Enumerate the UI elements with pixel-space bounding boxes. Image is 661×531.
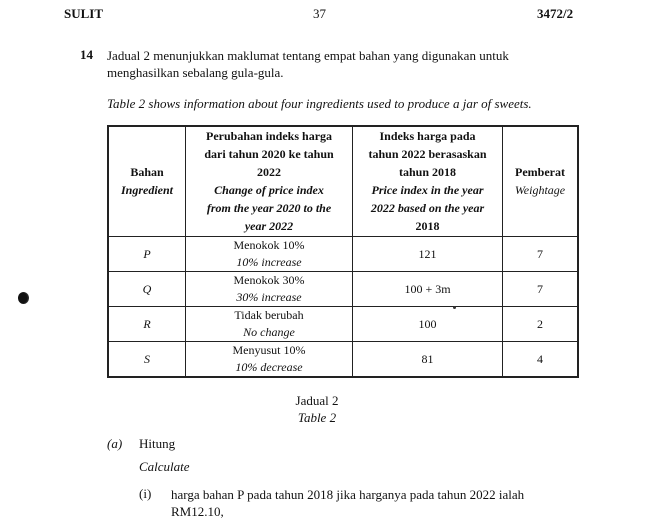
cell-ingredient: S bbox=[108, 341, 186, 377]
question-intro-english: Table 2 shows information about four ingredients used to produce a jar of sweets. bbox=[107, 96, 532, 111]
table-header-row bbox=[108, 126, 578, 236]
cell-ingredient: R bbox=[108, 306, 186, 341]
cell-change bbox=[186, 236, 353, 271]
cell-ingredient: Q bbox=[108, 271, 186, 306]
cell-change bbox=[186, 306, 353, 341]
header-index-ms-2: tahun 2022 berasaskan bbox=[368, 147, 487, 162]
header-index-en-2: 2022 based on the year bbox=[370, 201, 485, 216]
question-intro-malay bbox=[107, 47, 573, 81]
cell-change-en: 30% increase bbox=[236, 289, 302, 304]
cell-weightage: 7 bbox=[503, 271, 579, 306]
header-change-en-1: Change of price index bbox=[214, 183, 324, 198]
part-a-malay: Hitung bbox=[139, 436, 176, 451]
caption-malay: Jadual 2 bbox=[295, 393, 339, 408]
header-index-en-1: Price index in the year bbox=[371, 183, 484, 198]
stray-dot bbox=[453, 306, 456, 309]
question-intro-malay-line-1: Jadual 2 menunjukkan maklumat tentang empat bahan yang digunakan untuk bbox=[107, 48, 509, 63]
subpart-i-malay-line-2: RM12.10, bbox=[171, 504, 224, 519]
cell-change-en: 10% increase bbox=[236, 254, 302, 269]
header-index-ms-1: Indeks harga pada bbox=[379, 129, 476, 144]
header-change bbox=[186, 126, 353, 236]
table-row bbox=[108, 236, 578, 271]
header-change-ms-1: Perubahan indeks harga bbox=[205, 129, 333, 144]
cell-index: 121 bbox=[353, 236, 503, 271]
cell-ingredient: P bbox=[108, 236, 186, 271]
table-row bbox=[108, 341, 578, 377]
header-left: SULIT bbox=[64, 6, 104, 21]
question-intro-malay-line-2: menghasilkan sebalang gula-gula. bbox=[107, 65, 284, 80]
part-a-english: Calculate bbox=[139, 459, 190, 474]
punch-hole bbox=[18, 292, 29, 304]
header-index-ms-3: tahun 2018 bbox=[398, 165, 457, 180]
header-weightage-en: Weightage bbox=[514, 183, 566, 198]
subpart-i-malay-line-1: harga bahan P pada tahun 2018 jika harganya pada tahun 2022 ialah bbox=[171, 487, 525, 502]
header-index bbox=[353, 126, 503, 236]
table-caption bbox=[107, 392, 527, 426]
table-row bbox=[108, 306, 578, 341]
cell-change-ms: Menyusut 10% bbox=[232, 342, 306, 357]
cell-change-ms: Menokok 30% bbox=[233, 272, 305, 287]
header-ingredient bbox=[108, 126, 186, 236]
header-change-en-2: from the year 2020 to the bbox=[206, 201, 332, 216]
cell-weightage: 2 bbox=[503, 306, 579, 341]
cell-change-en: 10% decrease bbox=[235, 359, 303, 374]
header-index-en-3: 2018 bbox=[415, 219, 440, 234]
header-change-en-3: year 2022 bbox=[244, 219, 294, 234]
cell-change-ms: Menokok 10% bbox=[233, 237, 305, 252]
header-change-ms-3: 2022 bbox=[257, 165, 281, 180]
ingredients-table bbox=[107, 125, 579, 378]
cell-change-en: No change bbox=[243, 324, 295, 339]
page-number: 37 bbox=[313, 6, 326, 21]
cell-weightage: 4 bbox=[503, 341, 579, 377]
part-a-label: (a) bbox=[107, 436, 123, 451]
cell-change bbox=[186, 341, 353, 377]
header-weightage-ms: Pemberat bbox=[515, 165, 565, 180]
cell-index: 100 bbox=[353, 306, 503, 341]
caption-english: Table 2 bbox=[297, 410, 337, 425]
header-ingredient-ms: Bahan bbox=[130, 165, 164, 180]
header-ingredient-en: Ingredient bbox=[120, 183, 173, 198]
cell-change-ms: Tidak berubah bbox=[234, 307, 304, 322]
subpart-i-malay bbox=[171, 486, 573, 520]
question-number: 14 bbox=[80, 47, 93, 62]
cell-change bbox=[186, 271, 353, 306]
cell-index: 81 bbox=[353, 341, 503, 377]
table-row bbox=[108, 271, 578, 306]
header-weightage bbox=[503, 126, 579, 236]
header-change-ms-2: dari tahun 2020 ke tahun bbox=[204, 147, 334, 162]
cell-index: 100 + 3m bbox=[353, 271, 503, 306]
cell-weightage: 7 bbox=[503, 236, 579, 271]
header-right: 3472/2 bbox=[537, 6, 574, 21]
subpart-i-label: (i) bbox=[139, 486, 152, 501]
